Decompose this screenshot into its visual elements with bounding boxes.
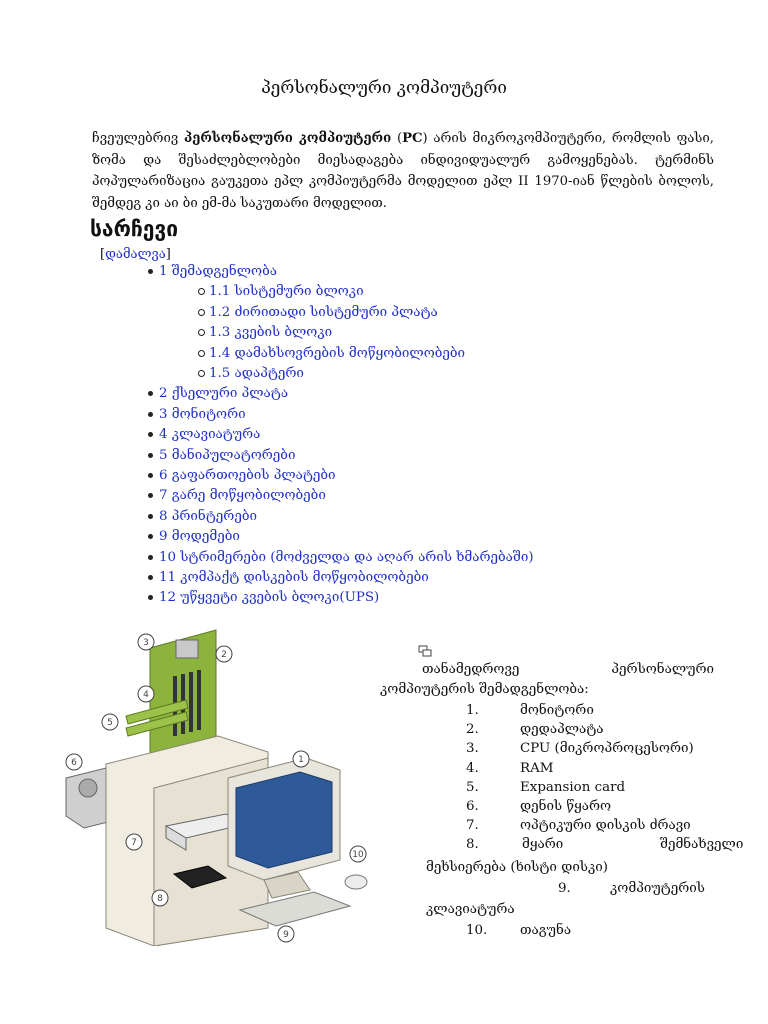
toc-link[interactable]: 1.3 კვების ბლოკი (209, 325, 333, 341)
bullet-icon (148, 595, 153, 600)
toc-link[interactable]: 9 მოდემები (159, 529, 240, 545)
caption-word-personal: პერსონალური (611, 662, 714, 677)
callout-9: 9 (283, 930, 289, 940)
bullet-icon (148, 514, 153, 519)
caption-item-number: 4. (466, 760, 479, 776)
toc-item (148, 264, 277, 279)
cpu-chip (176, 640, 198, 658)
caption-item-number: 9. (558, 881, 571, 896)
toc-item (198, 366, 304, 381)
caption-item-text: თაგუნა (520, 923, 572, 938)
circle-bullet-icon (198, 288, 205, 295)
callout-5: 5 (107, 718, 113, 728)
toc-item (148, 488, 326, 503)
intro-abbr-bold: PC (402, 131, 423, 146)
caption-item-text: ოპტიკური დისკის ძრავი (520, 818, 691, 834)
callout-2: 2 (221, 650, 227, 660)
caption-item-text-cont: შემნახველი (660, 837, 744, 853)
caption-item-9-cont: კლავიატურა (426, 902, 515, 917)
bullet-icon (148, 432, 153, 437)
caption-item-text: კომპიუტერის (610, 881, 705, 896)
callout-8: 8 (157, 894, 163, 904)
toc-item (148, 386, 288, 401)
toc-item (148, 468, 336, 483)
caption-item-text: RAM (520, 760, 554, 776)
callout-3: 3 (143, 638, 149, 648)
circle-bullet-icon (198, 350, 205, 357)
mouse (345, 875, 367, 889)
toc-item (148, 529, 240, 544)
caption-item-text: მონიტორი (520, 703, 594, 718)
toc-bracket-open: [ (100, 247, 106, 262)
callout-6: 6 (71, 758, 77, 768)
intro-lead: ჩვეულებრივ (92, 131, 184, 146)
toc-link[interactable]: 11 კომპაქტ დისკების მოწყობილობები (159, 570, 429, 585)
caption-item-text: მყარი (522, 837, 564, 853)
caption-item-number: 5. (466, 779, 479, 795)
intro-rest: ) არის მიკროკომპიუტერი, რომლის ფასი, ზომა და შესაძლებლობები მიესადაგება ინდივიდუალურ გამოყენებას. ტერმინს პოპულარიზაცია გაუკეთა ეპლ კომპიუტერმა მოდელით ეპლ II 1970-იან წლების ბოლოს, შემდეგ კი აი ბი ემ-მა საკუთარი მოდელით. (92, 131, 715, 211)
toc-item (198, 346, 465, 361)
bullet-icon (148, 473, 153, 478)
toc-link[interactable]: 1.1 სისტემური ბლოკი (209, 284, 364, 300)
monitor-screen (236, 772, 332, 868)
caption-item-text: დენის წყარო (520, 799, 612, 814)
caption-item-number: 6. (466, 799, 479, 814)
caption-item-text: Expansion card (520, 779, 626, 795)
toc-link[interactable]: 6 გაფართოების პლატები (159, 468, 336, 483)
caption-item-text: CPU (მიკროპროცესორი) (520, 741, 694, 757)
toc-item (148, 509, 257, 524)
intro-term-bold: პერსონალური კომპიუტერი (184, 131, 392, 146)
caption-word-modern: თანამედროვე (422, 662, 520, 677)
bullet-icon (148, 391, 153, 396)
bullet-icon (148, 493, 153, 498)
toc-item (148, 427, 260, 442)
enlarge-icon[interactable] (418, 645, 432, 657)
caption-item-text: დედაპლატა (520, 722, 604, 738)
toc-link[interactable]: 1.4 დამახსოვრების მოწყობილობები (209, 345, 466, 361)
caption-item-number: 2. (466, 722, 479, 738)
caption-item-number: 8. (466, 837, 479, 853)
pc-components-illustration (58, 628, 380, 946)
caption-item-8-cont: მეხსიერება (ხისტი დისკი) (426, 860, 608, 875)
callout-10: 10 (352, 850, 364, 860)
bullet-icon (148, 575, 153, 580)
toc-hide-toggle (100, 247, 171, 262)
page-title: პერსონალური კომპიუტერი (261, 78, 507, 98)
toc-item (198, 325, 332, 340)
caption-line-2: კომპიუტერის შემადგენლობა: (380, 682, 589, 697)
callout-7: 7 (131, 838, 137, 848)
toc-link[interactable]: 8 პრინტერები (159, 508, 257, 524)
toc-bracket-close: ] (165, 247, 171, 262)
callout-4: 4 (143, 690, 149, 700)
bullet-icon (148, 534, 153, 539)
toc-item (198, 305, 438, 320)
toc-item (198, 284, 364, 299)
callout-1: 1 (298, 755, 304, 765)
toc-item (148, 570, 429, 585)
intro-paren: ( (391, 131, 403, 146)
toc-item (148, 407, 246, 422)
toc-link[interactable]: 1.5 ადაპტერი (209, 366, 304, 381)
bullet-icon (148, 453, 153, 458)
toc-link[interactable]: 12 უწყვეტი კვების ბლოკი(UPS) (159, 590, 380, 606)
circle-bullet-icon (198, 309, 205, 316)
toc-link[interactable]: 10 სტრიმერები (მოძველდა და აღარ არის ხმარებაში) (159, 549, 534, 565)
toc-heading: სარჩევი (90, 217, 179, 241)
toc-link[interactable]: 7 გარე მოწყობილობები (159, 488, 326, 504)
toc-item (148, 448, 295, 463)
caption-item-number: 7. (466, 818, 479, 834)
caption-line-1 (380, 660, 714, 680)
circle-bullet-icon (198, 329, 205, 336)
toc-item (148, 550, 534, 565)
toc-link[interactable]: 2 ქსელური პლატა (159, 386, 289, 402)
toc-link[interactable]: 1 შემადგენლობა (159, 264, 277, 279)
toc-hide-link[interactable]: დამალვა (105, 247, 166, 262)
bullet-icon (148, 269, 153, 274)
toc-link[interactable]: 3 მონიტორი (159, 406, 246, 422)
toc-link[interactable]: 4 კლავიატურა (159, 427, 261, 443)
bullet-icon (148, 555, 153, 560)
figure-caption (380, 660, 714, 700)
toc-link[interactable]: 5 მანიპულატორები (159, 447, 296, 463)
caption-item-number: 3. (466, 741, 479, 757)
bullet-icon (148, 412, 153, 417)
circle-bullet-icon (198, 370, 205, 377)
toc-item (148, 590, 379, 605)
toc-link[interactable]: 1.2 ძირითადი სისტემური პლატა (209, 304, 438, 320)
caption-item-number: 10. (466, 923, 488, 938)
intro-paragraph (92, 128, 714, 214)
caption-item-number: 1. (466, 703, 479, 718)
